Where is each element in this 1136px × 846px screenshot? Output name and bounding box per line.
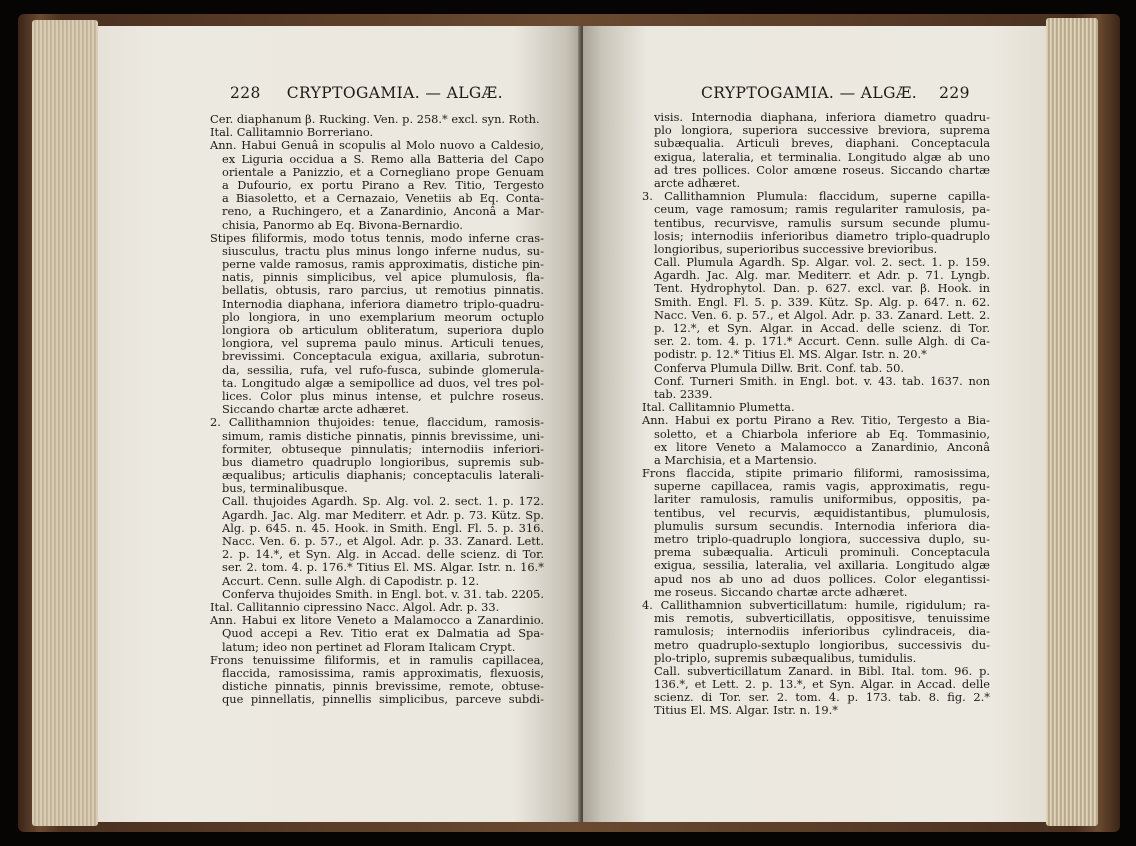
text-line: 3. Callithamnion Plumula: flaccidum, superne capilla- (642, 190, 990, 204)
text-line: flaccida, ramosissima, ramis approximatis, flexuosis, (222, 666, 544, 680)
text-line: bus diametro quadruplo longioribus, supremis sub- (222, 455, 544, 469)
text-line: ser. 2. tom. 4. p. 171.* Accurt. Cenn. sulle Algh. di Ca- (654, 335, 990, 349)
text-line: brevissimi. Conceptacula exigua, axillaria, subrotun- (222, 350, 544, 364)
text-line: apud nos ab uno ad duos pollices. Color elegantissi- (654, 572, 990, 586)
text-line: tentibus, vel recurvis, æquidistantibus, plumulosis, (654, 506, 990, 520)
text-line: Call. Plumula Agardh. Sp. Algar. vol. 2. sect. 1. p. 159. (654, 256, 990, 270)
text-line: lariter ramulosis, ramulis uniformibus, oppositis, pa- (654, 493, 990, 507)
text-line: ad tres pollices. Color amœne roseus. Siccando chartæ (654, 163, 990, 177)
text-line: Frons flaccida, stipite primario filiformi, ramosissima, (642, 467, 990, 481)
text-line: ex Liguria occidua a S. Remo alla Batteria del Capo (222, 152, 544, 166)
text-line: prema subæqualia. Articuli prominuli. Conceptacula (654, 546, 990, 560)
text-line: ser. 2. tom. 4. p. 176.* Titius El. MS. Algar. Istr. n. 16.* (222, 561, 544, 575)
text-line: natis, pinnis simplicibus, vel apice plumulosis, fla- (222, 271, 544, 285)
text-line: a Biasoletto, et a Cernazaio, Venetiis ab Eq. Conta- (222, 192, 544, 206)
text-line: formiter, obtuseque pinnulatis; internodiis inferiori- (222, 442, 544, 456)
text-line: 136.*, et Lett. 2. p. 13.*, et Syn. Algar. in Accad. delle (654, 678, 990, 692)
text-line: Ann. Habui Genuâ in scopulis al Molo nuovo a Caldesio, (210, 139, 544, 153)
text-line: longioribus, superioribus successive brevioribus. (654, 242, 938, 256)
text-line: Ital. Callitamnio Plumetta. (642, 401, 795, 415)
text-line: da, sessilia, rufa, vel rufo-fusca, subinde glomerula- (222, 363, 544, 377)
text-line: Conferva Plumula Dillw. Brit. Conf. tab. 50. (654, 361, 904, 375)
text-line: subæqualia. Articuli breves, diaphani. Conceptacula (654, 137, 990, 151)
page-edges-left (32, 20, 98, 826)
text-line: Call. thujoides Agardh. Sp. Alg. vol. 2. sect. 1. p. 172. (222, 495, 544, 509)
text-line: a Dufourio, ex portu Pirano a Rev. Titio, Tergesto (222, 178, 544, 192)
text-line: arcte adhæret. (654, 176, 741, 190)
text-line: exigua, lateralia, et terminalia. Longitudo algæ ab uno (654, 150, 990, 164)
text-line: Quod accepi a Rev. Titio erat ex Dalmatia ad Spa- (222, 627, 544, 641)
text-line: podistr. p. 12.* Titius El. MS. Algar. Istr. n. 20.* (654, 348, 927, 362)
text-line: tab. 2339. (654, 387, 713, 401)
text-line: metro quadruplo-sextuplo longioribus, successivis du- (654, 638, 990, 652)
text-line: chisia, Panormo ab Eq. Bivona-Bernardio. (222, 218, 463, 232)
text-line: 2. Callithamnion thujoides: tenue, flaccidum, ramosis- (210, 416, 544, 430)
left-page (98, 26, 581, 822)
text-line: ramulosis; internodiis inferioribus cylindraceis, dia- (654, 625, 990, 639)
left-page-text (198, 113, 544, 706)
text-line: mis remotis, subverticillatis, oppositisve, tenuissime (654, 612, 990, 626)
text-line: plo-triplo, supremis subæqualibus, tumidulis. (654, 651, 917, 665)
text-line: a Marchisia, et a Martensio. (654, 453, 817, 467)
text-line: superne capillacea, ramis vagis, approximatis, regu- (654, 480, 990, 494)
text-line: bellatis, obtusis, raro parcius, ut remotius pinnatis. (222, 284, 544, 298)
text-line: siusculus, tractu plus minus longo inferne nudus, su- (222, 244, 544, 258)
text-line: Smith. Engl. Fl. 5. p. 339. Kütz. Sp. Alg. p. 647. n. 62. (654, 295, 990, 309)
text-line: Stipes filiformis, modo totus tennis, modo inferne cras- (210, 231, 544, 245)
text-line: simum, ramis distiche pinnatis, pinnis brevissime, uni- (222, 429, 544, 443)
text-line: Alg. p. 645. n. 45. Hook. in Smith. Engl. Fl. 5. p. 316. (222, 521, 544, 535)
text-line: Conferva thujoides Smith. in Engl. bot. v. 31. tab. 2205. (222, 587, 544, 601)
page-number: 229 (939, 84, 970, 102)
text-line: me roseus. Siccando chartæ arcte adhæret. (654, 585, 908, 599)
text-line: Call. subverticillatum Zanard. in Bibl. Ital. tom. 96. p. (654, 664, 990, 678)
text-line: bus, terminalibusque. (222, 482, 348, 496)
text-line: metro triplo-quadruplo longiora, successiva duplo, su- (654, 533, 990, 546)
left-page-header (230, 84, 503, 102)
text-line: visis. Internodia diaphana, inferiora diametro quadru- (654, 111, 990, 124)
right-page-text (630, 111, 990, 718)
text-line: Titius El. MS. Algar. Istr. n. 19.* (654, 704, 838, 718)
text-line: longiora ob articulum obliteratum, superiora duplo (222, 324, 544, 337)
right-page (583, 26, 1046, 822)
page-edges-right (1046, 18, 1098, 826)
text-line: Nacc. Ven. 6. p. 57., et Algol. Adr. p. 33. Zanard. Lett. 2. (654, 308, 990, 322)
text-line: 4. Callithamnion subverticillatum: humile, rigidulum; ra- (642, 598, 990, 612)
text-line: orientale a Panizzio, et a Cornegliano prope Genuam (222, 165, 544, 179)
text-line: p. 12.*, et Syn. Algar. in Accad. delle scienz. di Tor. (654, 322, 990, 335)
text-line: scienz. di Tor. ser. 2. tom. 4. p. 173. tab. 8. fig. 2.* (654, 691, 990, 705)
text-line: Internodia diaphana, inferiora diametro triplo-quadru- (222, 297, 544, 311)
text-line: Siccando chartæ arcte adhæret. (222, 403, 410, 417)
text-line: ta. Longitudo algæ a semipollice ad duos, vel tres pol- (222, 376, 544, 390)
text-line: losis; internodiis inferioribus diametro triplo-quadruplo (654, 229, 990, 243)
text-line: plo longiora, in uno exemplarium meorum octuplo (222, 310, 544, 324)
text-line: Ital. Callitannio cipressino Nacc. Algol. Adr. p. 33. (210, 600, 500, 614)
text-line: Tent. Hydrophytol. Dan. p. 627. excl. var. β. Hook. in (654, 282, 990, 296)
text-line: ceum, vage ramosum; ramis regulariter ramulosis, pa- (654, 203, 990, 217)
text-line: Nacc. Ven. 6. p. 57., et Algol. Adr. p. 33. Zanard. Lett. (222, 535, 544, 548)
text-line: Frons tenuissime filiformis, et in ramulis capillacea, (210, 653, 544, 667)
text-line: æqualibus; articulis diaphanis; conceptaculis laterali- (222, 469, 544, 483)
text-line: Ital. Callitamnio Borreriano. (210, 126, 374, 140)
text-line: tentibus, recurvisve, ramulis sursum secunde plumu- (654, 216, 990, 230)
text-line: plo longiora, superiora successive breviora, suprema (654, 124, 990, 138)
text-line: Ann. Habui ex litore Veneto a Malamocco a Zanardinio. (210, 614, 544, 628)
text-line: distiche pinnatis, pinnis brevissime, remote, obtuse- (222, 680, 544, 694)
text-line: exigua, sessilia, lateralia, vel axillaria. Longitudo algæ (654, 559, 990, 573)
text-line: Conf. Turneri Smith. in Engl. bot. v. 43. tab. 1637. non (654, 374, 990, 388)
text-line: que pinnellatis, pinnellis simplicibus, parceve subdi- (222, 693, 544, 707)
text-line: reno, a Ruchingero, et a Zanardinio, Anconâ a Mar- (222, 205, 544, 219)
right-page-header (701, 84, 970, 102)
text-line: Accurt. Cenn. sulle Algh. di Capodistr. p. 12. (222, 574, 480, 588)
text-line: lices. Color plus minus intense, et pulchre roseus. (222, 389, 544, 403)
text-line: longiora, vel suprema paulo minus. Articuli tenues, (222, 337, 544, 351)
text-line: 2. p. 14.*, et Syn. Alg. in Accad. delle scienz. di Tor. (222, 548, 544, 562)
text-line: ex litore Veneto a Malamocco a Zanardinio, Anconâ (654, 440, 990, 454)
text-line: Agardh. Jac. Alg. mar. Mediterr. et Adr. p. 71. Lyngb. (654, 269, 990, 283)
text-line: perne valde ramosus, ramis approximatis, distiche pin- (222, 258, 544, 272)
text-line: Ann. Habui ex portu Pirano a Rev. Titio, Tergesto a Bia- (642, 414, 990, 428)
running-head: CRYPTOGAMIA. — ALGÆ. (701, 84, 918, 102)
page-number: 228 (230, 84, 261, 102)
running-head: CRYPTOGAMIA. — ALGÆ. (286, 84, 503, 102)
text-line: soletto, et a Chiarbola inferiore ab Eq. Tommasinio, (654, 427, 990, 441)
text-line: Cer. diaphanum β. Rucking. Ven. p. 258.* excl. syn. Roth. (210, 113, 540, 126)
text-line: Agardh. Jac. Alg. mar Mediterr. et Adr. p. 73. Kütz. Sp. (222, 508, 544, 522)
text-line: plumulis sursum secundis. Internodia inferiora dia- (654, 519, 990, 533)
text-line: latum; ideo non pertinet ad Floram Italicam Crypt. (222, 640, 516, 654)
